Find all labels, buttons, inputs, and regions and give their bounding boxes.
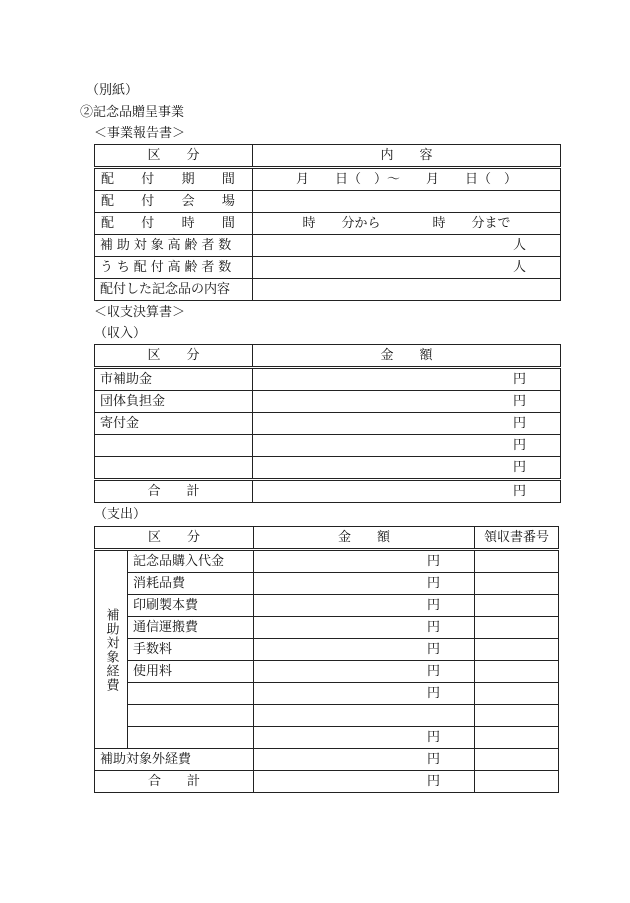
table-row bbox=[95, 235, 561, 257]
report-col-content: 内 容 bbox=[253, 145, 561, 168]
expense-label: 通信運搬費 bbox=[128, 617, 254, 639]
income-label[interactable] bbox=[95, 435, 253, 457]
table-row bbox=[95, 391, 561, 413]
expense-non-subsidy-label: 補助対象外経費 bbox=[95, 749, 254, 771]
income-amount[interactable]: 円 bbox=[253, 391, 561, 413]
expense-total-amount[interactable]: 円 bbox=[254, 771, 475, 793]
expense-amount[interactable]: 円 bbox=[254, 727, 475, 749]
income-col-amount: 金 額 bbox=[253, 345, 561, 368]
table-row bbox=[95, 595, 559, 617]
expense-label[interactable] bbox=[128, 683, 254, 705]
expense-receipt[interactable] bbox=[475, 639, 559, 661]
report-label: 配 付 時 間 bbox=[95, 213, 253, 235]
report-value[interactable]: 月 日（ ）〜 月 日（ ） bbox=[253, 168, 561, 191]
expense-label: 使用料 bbox=[128, 661, 254, 683]
expense-receipt[interactable] bbox=[475, 573, 559, 595]
income-amount[interactable]: 円 bbox=[253, 435, 561, 457]
report-heading: ＜事業報告書＞ bbox=[94, 126, 186, 141]
report-value[interactable]: 人 bbox=[253, 235, 561, 257]
expense-receipt[interactable] bbox=[475, 749, 559, 771]
expense-col-category: 区 分 bbox=[95, 527, 254, 550]
report-label: 配 付 期 間 bbox=[95, 168, 253, 191]
income-amount[interactable]: 円 bbox=[253, 413, 561, 435]
table-row bbox=[95, 573, 559, 595]
expense-amount[interactable]: 円 bbox=[254, 550, 475, 573]
income-total-label: 合 計 bbox=[95, 480, 253, 503]
table-row bbox=[95, 257, 561, 279]
expense-header-row bbox=[95, 527, 559, 550]
report-header-row bbox=[95, 145, 561, 168]
expense-receipt[interactable] bbox=[475, 727, 559, 749]
annex-label: （別紙） bbox=[86, 83, 139, 98]
report-value[interactable] bbox=[253, 279, 561, 301]
expense-label: 消耗品費 bbox=[128, 573, 254, 595]
table-row bbox=[95, 435, 561, 457]
report-label: 配 付 会 場 bbox=[95, 191, 253, 213]
expense-non-subsidy-row bbox=[95, 749, 559, 771]
table-row bbox=[95, 639, 559, 661]
expense-receipt[interactable] bbox=[475, 771, 559, 793]
table-row bbox=[95, 727, 559, 749]
report-value[interactable]: 時 分から 時 分まで bbox=[253, 213, 561, 235]
report-value[interactable] bbox=[253, 191, 561, 213]
table-row bbox=[95, 168, 561, 191]
table-row bbox=[95, 191, 561, 213]
expense-col-amount: 金 額 bbox=[254, 527, 475, 550]
expense-receipt[interactable] bbox=[475, 617, 559, 639]
expense-label: 記念品購入代金 bbox=[128, 550, 254, 573]
report-col-category: 区 分 bbox=[95, 145, 253, 168]
table-row bbox=[95, 617, 559, 639]
expense-receipt[interactable] bbox=[475, 705, 559, 727]
table-row bbox=[95, 413, 561, 435]
table-row bbox=[95, 279, 561, 301]
income-label: 市補助金 bbox=[95, 368, 253, 391]
expense-group-label: 補助対象経費 bbox=[95, 550, 128, 749]
expense-total-label: 合 計 bbox=[95, 771, 254, 793]
income-heading: （収入） bbox=[94, 326, 147, 341]
expense-label: 印刷製本費 bbox=[128, 595, 254, 617]
report-value[interactable]: 人 bbox=[253, 257, 561, 279]
settlement-heading: ＜収支決算書＞ bbox=[94, 305, 186, 320]
report-label: うち配付高齢者数 bbox=[95, 257, 253, 279]
expense-table bbox=[94, 526, 559, 793]
expense-amount[interactable]: 円 bbox=[254, 639, 475, 661]
table-row bbox=[95, 550, 559, 573]
table-row bbox=[95, 457, 561, 480]
expense-total-row bbox=[95, 771, 559, 793]
income-amount[interactable]: 円 bbox=[253, 457, 561, 480]
expense-label[interactable] bbox=[128, 727, 254, 749]
section-title: ②記念品贈呈事業 bbox=[80, 105, 185, 120]
expense-heading: （支出） bbox=[94, 507, 147, 522]
income-table bbox=[94, 344, 561, 503]
table-row bbox=[95, 213, 561, 235]
expense-amount[interactable] bbox=[254, 705, 475, 727]
expense-receipt[interactable] bbox=[475, 595, 559, 617]
table-row bbox=[95, 705, 559, 727]
table-row bbox=[95, 368, 561, 391]
expense-amount[interactable]: 円 bbox=[254, 661, 475, 683]
income-amount[interactable]: 円 bbox=[253, 368, 561, 391]
report-label: 補助対象高齢者数 bbox=[95, 235, 253, 257]
table-row bbox=[95, 683, 559, 705]
expense-label: 手数料 bbox=[128, 639, 254, 661]
expense-receipt[interactable] bbox=[475, 683, 559, 705]
expense-label[interactable] bbox=[128, 705, 254, 727]
expense-non-subsidy-amount[interactable]: 円 bbox=[254, 749, 475, 771]
expense-receipt[interactable] bbox=[475, 661, 559, 683]
income-header-row bbox=[95, 345, 561, 368]
table-row bbox=[95, 661, 559, 683]
income-label: 団体負担金 bbox=[95, 391, 253, 413]
expense-amount[interactable]: 円 bbox=[254, 573, 475, 595]
expense-amount[interactable]: 円 bbox=[254, 617, 475, 639]
expense-amount[interactable]: 円 bbox=[254, 595, 475, 617]
report-table bbox=[94, 144, 561, 301]
expense-receipt[interactable] bbox=[475, 550, 559, 573]
income-total-row bbox=[95, 480, 561, 503]
income-label[interactable] bbox=[95, 457, 253, 480]
income-col-category: 区 分 bbox=[95, 345, 253, 368]
income-total-amount[interactable]: 円 bbox=[253, 480, 561, 503]
income-label: 寄付金 bbox=[95, 413, 253, 435]
expense-amount[interactable]: 円 bbox=[254, 683, 475, 705]
report-label: 配付した記念品の内容 bbox=[95, 279, 253, 301]
expense-col-receipt: 領収書番号 bbox=[475, 527, 559, 550]
